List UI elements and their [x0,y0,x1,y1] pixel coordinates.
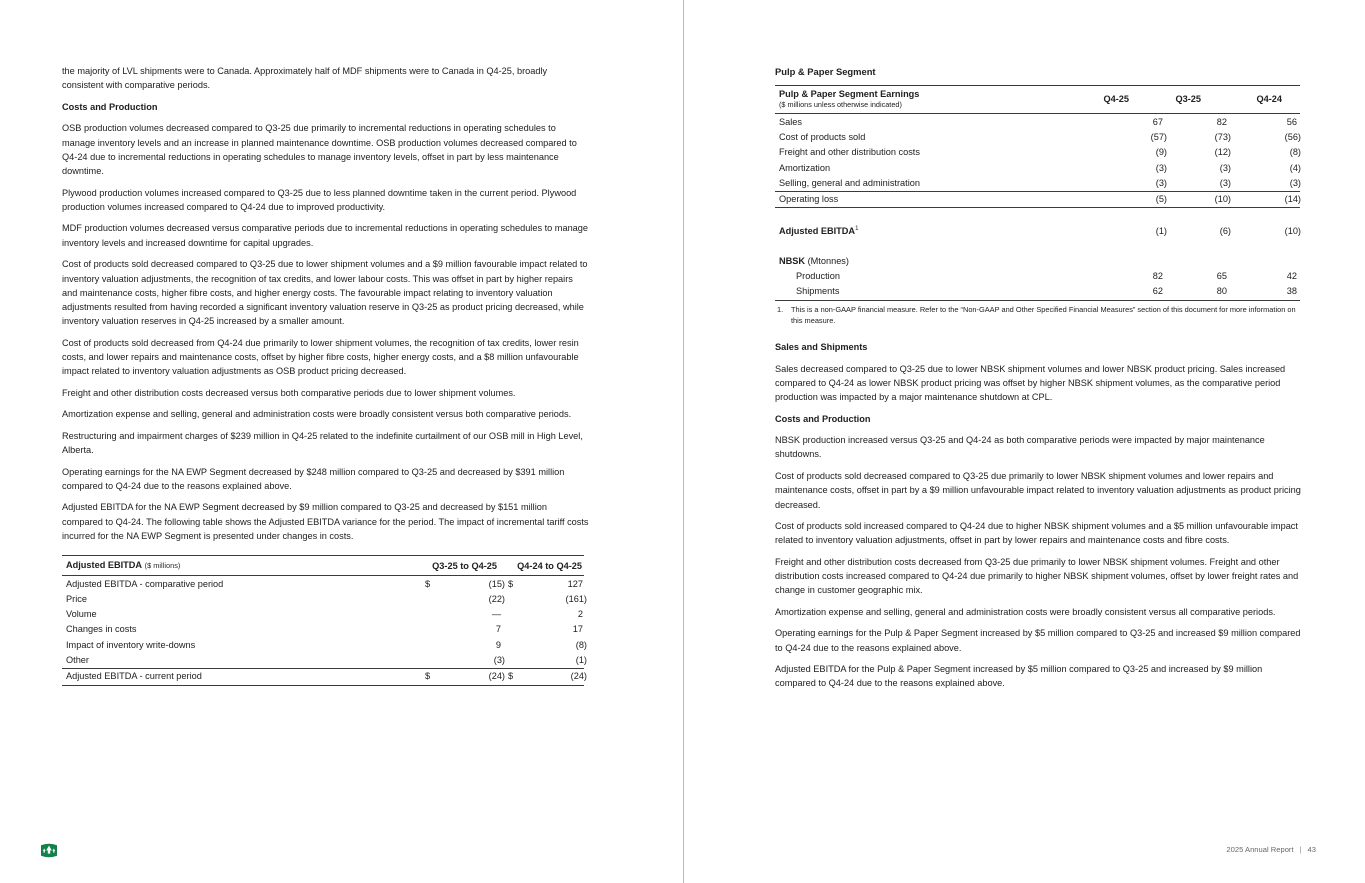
table-row [775,145,1300,160]
table-row [775,191,1300,208]
section-heading: Pulp & Paper Segment [775,66,876,77]
cell-value: (1) [1155,225,1167,236]
value-cell [1227,145,1301,159]
footnote-number: 1. [777,305,784,315]
table-header-row [775,85,1300,114]
paragraph: the majority of LVL shipments were to Canada. Approximately half of MDF shipments were to Canada in Q4-25, broadly consistent with comparative periods. [62,66,548,91]
row-label [775,161,1099,175]
row-label-text: Freight and other distribution costs [779,147,920,158]
column-header-q3-25: Q3-25 [1175,94,1201,105]
cell-value: (57) [1150,132,1167,143]
cell-value: (4) [1289,162,1301,173]
paragraph: Sales and Shipments [775,342,868,353]
paragraph: Amortization expense and selling, general and administration costs were broadly consistent versus both comparative periods. [62,409,572,420]
cell-value: (6) [1219,225,1231,236]
dollar-sign: $ [425,671,431,682]
paragraph: Costs and Production [62,101,158,112]
value-cell [508,669,587,683]
row-label [775,192,1099,206]
table-title-block [775,89,1065,109]
page-divider [683,0,684,883]
row-label [775,224,1099,238]
cell-value: (9) [1155,147,1167,158]
cell-value: (14) [1284,194,1301,205]
report-label: 2025 Annual Report [1226,845,1294,854]
value-cell [1099,284,1163,298]
cell-value: (8) [1289,147,1301,158]
table-title: Pulp & Paper Segment Earnings [779,89,920,100]
row-label: Adjusted EBITDA - current period [66,671,202,682]
pulp-paper-segment-earnings-table [775,85,1300,326]
row-label [775,130,1099,144]
row-label: Impact of inventory write-downs [66,639,196,650]
row-label-text: Operating loss [779,194,839,205]
column-header-q3-25-to-q4-25: Q3-25 to Q4-25 [432,560,497,571]
row-label [775,145,1099,159]
value-cell [508,592,587,606]
table-row [62,652,587,667]
table-row [775,114,1300,129]
cell-value: (10) [1214,194,1231,205]
value-cell [1163,115,1227,129]
value-cell [425,622,501,636]
table-header-row [62,555,584,576]
table-body [775,114,1300,301]
value-cell [1227,130,1301,144]
table-row [775,284,1300,299]
cell-value: (73) [1214,132,1231,143]
value-cell [1227,161,1301,175]
value-cell [1163,224,1231,238]
paragraph: Restructuring and impairment charges of $239 million in Q4-25 related to the indefinite curtailment of our OSB mill in High Level, Alberta. [62,430,583,456]
table-body [62,576,587,685]
left-page [62,64,590,686]
value-cell [1163,145,1231,159]
value-cell [1163,176,1231,190]
cell-value: 42 [1286,271,1297,282]
cell-value: (3) [493,654,505,665]
row-label [775,254,1099,268]
paragraph: Cost of products sold decreased from Q4-24 due primarily to lower shipment volumes, the recognition of tax credits, lower resin costs, and lower repairs and maintenance costs, offset by higher fibre costs, higher energy costs, and a $8 million unfavourable impact related to inventory valuation adjustments as OSB product pricing decreased. [62,337,579,377]
row-label-text: Cost of products sold [779,132,866,143]
cell-value: — [491,609,501,620]
value-cell [425,653,505,667]
value-cell [1099,145,1167,159]
value-cell [1227,192,1301,206]
table-row [775,238,1300,253]
cell-value: 62 [1152,286,1163,297]
table-row [775,269,1300,284]
row-label: Changes in costs [66,624,137,635]
row-label-text: Production [796,271,840,282]
cell-value: (3) [1289,177,1301,188]
cell-value: (8) [575,639,587,650]
cell-value: (5) [1155,194,1167,205]
row-label [775,284,1099,298]
left-page-text [62,64,590,543]
table-footnote [775,305,1300,326]
table-row [62,668,587,686]
cell-value: (22) [488,594,505,604]
column-header-q4-24: Q4-24 [1256,94,1282,105]
value-cell [425,669,505,683]
row-label-text: Amortization [779,162,831,173]
dollar-sign: $ [508,671,514,682]
cell-value: 127 [567,578,583,589]
row-label: Price [66,594,87,604]
cell-value: 80 [1216,286,1227,297]
page-number: 43 [1307,845,1316,854]
table-title-text: Adjusted EBITDA [66,560,143,571]
value-cell [425,638,501,652]
row-label-text: Sales [779,116,802,127]
value-cell [1227,284,1297,298]
value-cell [1227,224,1301,238]
paragraph: Cost of products sold increased compared to Q4-24 due to higher NBSK shipment volumes and a $5 million unfavourable impact related to inventory valuation adjustments, offset in part by lower repairs and maintenance costs and fibre costs. [775,520,1298,546]
paragraph: Adjusted EBITDA for the NA EWP Segment decreased by $9 million compared to Q3-25 and decreased by $151 million compared to Q4-24. The following table shows the Adjusted EBITDA variance for the period. The impact of incremental tariff costs incurred for the NA EWP Segment is presented under changes in costs. [62,502,589,542]
cell-value: 67 [1152,116,1163,127]
table-title-note: ($ millions) [144,561,181,571]
row-label-bold: NBSK [779,255,806,266]
cell-value: (3) [1155,177,1167,188]
value-cell [1163,130,1231,144]
row-label: Adjusted EBITDA - comparative period [66,578,224,589]
value-cell [1227,115,1297,129]
paragraph: Costs and Production [775,413,871,424]
value-cell [425,577,505,591]
table-row [775,175,1300,190]
cell-value: (10) [1284,225,1301,236]
cell-value: (15) [488,578,505,589]
row-label-text: Shipments [796,286,840,297]
value-cell [1099,115,1163,129]
value-cell [1163,269,1227,283]
paragraph: Freight and other distribution costs decreased versus both comparative periods due to lower shipment volumes. [62,387,516,398]
cell-value: 38 [1286,286,1297,297]
cell-value: 9 [495,639,501,650]
dollar-sign: $ [425,578,431,589]
row-label [775,115,1099,129]
row-label-bold: Adjusted EBITDA [779,225,856,236]
table-row [62,592,587,607]
value-cell [1227,269,1297,283]
footnote-text: This is a non-GAAP financial measure. Refer to the “Non-GAAP and Other Specified Financial Measures” section of this document for more information on this measure. [791,305,1296,325]
paragraph: Cost of products sold decreased compared to Q3-25 due to lower shipment volumes and a $9 million favourable impact related to inventory valuation adjustments, the recognition of tax credits, and lower labour costs. This was offset in part by higher repairs and maintenance costs, higher fibre costs, and higher energy costs. The favourable impact relating to inventory valuation adjustments resulted from having recorded a significant inventory valuation reserve in Q3-25 as product pricing decreased, while inventory valuation reserves in Q4-25 increased by a smaller amount. [62,259,588,327]
value-cell [1099,224,1167,238]
value-cell [1099,176,1167,190]
row-label [775,269,1099,283]
paragraph: Plywood production volumes increased compared to Q3-25 due to less planned downtime taken in the current period. Plywood production volumes increased compared to Q4-24 due to improved productivity. [62,187,577,212]
cell-value: (3) [1155,162,1167,173]
row-label-text: (Mtonnes) [805,255,849,266]
table-row [775,130,1300,145]
cell-value: (24) [570,671,587,682]
value-cell [425,607,501,621]
value-cell [1163,161,1231,175]
value-cell [508,607,583,621]
cell-value: (3) [1219,162,1231,173]
column-header-q4-25: Q4-25 [1103,94,1129,105]
value-cell [508,653,587,667]
value-cell [1163,192,1231,206]
row-label: Volume [66,609,97,620]
paragraph: Freight and other distribution costs decreased from Q3-25 due primarily to lower NBSK shipment volumes. Freight and other distribution costs increased compared to Q4-24 due primarily to higher NBSK shipment volumes, offset by lower freight rates and change in customer geographic mix. [775,556,1299,596]
paragraph: Operating earnings for the Pulp & Paper Segment increased by $5 million compared to Q3-25 and increased $9 million compared to Q4-24 due to the reasons explained above. [775,628,1301,653]
cell-value: 17 [572,624,583,635]
value-cell [1227,176,1301,190]
adjusted-ebitda-variance-table [62,555,587,685]
paragraph: Adjusted EBITDA for the Pulp & Paper Segment increased by $5 million compared to Q3-25 and increased by $9 million compared to Q4-24 due to the reasons explained above. [775,664,1263,689]
cell-value: (1) [575,654,587,665]
footnote-marker: 1 [855,225,859,232]
table-row [775,223,1300,238]
paragraph: NBSK production increased versus Q3-25 and Q4-24 as both comparative periods were impacted by major maintenance shutdowns. [775,435,1265,460]
table-row [62,607,584,622]
cell-value: 82 [1152,271,1163,282]
footer-separator: | [1299,845,1302,854]
value-cell [508,638,587,652]
value-cell [425,592,505,606]
paragraph: Cost of products sold decreased compared to Q3-25 due primarily to lower NBSK shipment volumes and lower repairs and maintenance costs, offset in part by a $9 million unfavourable impact related to inventory valuation adjustments as product pricing decreased. [775,470,1301,510]
value-cell [1099,192,1167,206]
paragraph: Amortization expense and selling, general and administration costs were broadly consistent versus all comparative periods. [775,606,1276,617]
row-label: Other [66,654,89,665]
table-row [775,208,1300,223]
column-header-q4-24-to-q4-25: Q4-24 to Q4-25 [517,560,582,571]
table-row [62,637,587,652]
dollar-sign: $ [508,578,514,589]
value-cell [1099,161,1167,175]
company-logo-icon [41,843,57,858]
cell-value: 56 [1286,116,1297,127]
paragraph: Operating earnings for the NA EWP Segment decreased by $248 million compared to Q3-25 and decreased by $391 million compared to Q4-24 due to the reasons explained above. [62,466,565,491]
paragraph: OSB production volumes decreased compared to Q3-25 due primarily to incremental reductions in operating schedules to manage inventory levels and an increase in planned maintenance downtime. OSB production volumes decreased compared to Q4-24 due to incremental reductions in operating schedules to manage inventory levels, offset in part by less maintenance downtime. [62,123,577,177]
right-page [775,64,1302,698]
value-cell [508,622,583,636]
cell-value: 65 [1216,271,1227,282]
value-cell [1099,130,1167,144]
value-cell [1099,269,1163,283]
cell-value: (12) [1214,147,1231,158]
table-title [62,558,421,573]
cell-value: (3) [1219,177,1231,188]
page-footer [1226,845,1316,854]
cell-value: (161) [565,594,587,604]
cell-value: 2 [577,609,583,620]
table-row [62,576,584,591]
value-cell [508,577,583,591]
row-label [775,176,1099,190]
table-row [775,160,1300,175]
table-row [775,253,1300,268]
row-label-text: Selling, general and administration [779,177,920,188]
right-page-text [775,340,1302,691]
table-row [62,622,584,637]
cell-value: (56) [1284,132,1301,143]
table-subtitle: ($ millions unless otherwise indicated) [779,100,902,110]
paragraph: Sales decreased compared to Q3-25 due to lower NBSK shipment volumes and lower NBSK product pricing. Sales increased compared to Q4-24 as lower NBSK product pricing was offset by higher NBSK shipment volumes, as the comparative period production was impacted by a major maintenance shutdown at CPL. [775,363,1286,403]
cell-value: 7 [495,624,501,635]
paragraph: MDF production volumes decreased versus comparative periods due to incremental reductions in operating schedules to manage inventory levels and increased downtime for capital upgrades. [62,223,589,248]
cell-value: (24) [488,671,505,682]
cell-value: 82 [1216,116,1227,127]
value-cell [1163,284,1227,298]
